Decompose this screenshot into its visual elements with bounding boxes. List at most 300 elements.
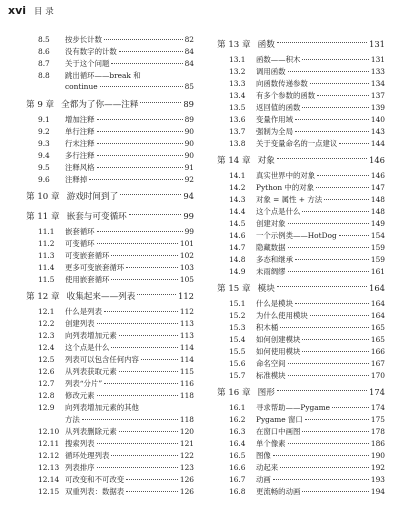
toc-section-entry: [26, 426, 194, 438]
section-title: 修改元素: [65, 391, 95, 400]
section-title: continue: [65, 82, 98, 91]
page-ref: 99: [183, 211, 194, 221]
dot-leader: [288, 223, 369, 224]
dot-leader: [97, 231, 183, 232]
section-number: 9.5: [38, 163, 50, 172]
page-ref: 170: [370, 371, 385, 380]
section-number: 14.6: [229, 231, 246, 240]
page-ref: 147: [370, 183, 385, 192]
section-number: 12.11: [38, 439, 60, 448]
page-ref: 90: [184, 139, 194, 148]
page-ref: 192: [370, 463, 385, 472]
toc-chapter-entry: [26, 286, 194, 306]
section-title: 从列表获取元素: [65, 367, 117, 376]
toc-left-column: [26, 34, 194, 498]
dot-leader: [126, 267, 178, 268]
section-title: 命名空间: [256, 359, 286, 368]
chapter-title: 函数: [257, 40, 275, 50]
chapter-title: 游戏时间到了: [66, 192, 119, 202]
dot-leader: [305, 419, 369, 420]
section-number: 12.12: [38, 451, 60, 460]
page-ref: 164: [370, 311, 385, 320]
section-number: 9.4: [38, 151, 50, 160]
toc-section-entry: [217, 358, 385, 370]
section-title: 积木桶: [256, 323, 279, 332]
section-number: 12.8: [38, 391, 55, 400]
toc-section-entry: [26, 46, 194, 58]
section-title: 向列表增加元素: [65, 331, 117, 340]
page-ref: 175: [370, 415, 385, 424]
toc-section-entry: [26, 58, 194, 70]
section-number: 12.6: [38, 367, 55, 376]
toc-section-entry: [217, 126, 385, 138]
toc-section-entry: [26, 174, 194, 186]
section-title: 标准模块: [256, 371, 286, 380]
page-ref: 146: [370, 171, 385, 180]
dot-leader: [97, 467, 178, 468]
page-ref: 174: [369, 387, 385, 397]
section-number: 12.4: [38, 343, 55, 352]
dot-leader: [295, 303, 369, 304]
dot-leader: [295, 131, 369, 132]
page-ref: 118: [179, 391, 194, 400]
dot-leader: [82, 419, 178, 420]
toc-section-entry: [26, 438, 194, 450]
section-number: 13.2: [229, 67, 246, 76]
section-number: 16.6: [229, 463, 246, 472]
section-title: 图像: [256, 451, 271, 460]
section-number: 15.1: [229, 299, 246, 308]
section-title: 这个点是什么: [65, 343, 110, 352]
dot-leader: [280, 467, 369, 468]
page-ref: 126: [179, 487, 194, 496]
dot-leader: [288, 71, 369, 72]
dot-leader: [111, 279, 178, 280]
page-ref: 105: [179, 275, 194, 284]
page-ref: 101: [179, 239, 194, 248]
toc-section-entry: [26, 306, 194, 318]
page-ref: 143: [370, 127, 385, 136]
toc-section-entry: [26, 390, 194, 402]
section-title: 列表排序: [65, 463, 95, 472]
page-ref: 85: [184, 82, 194, 91]
dot-leader: [104, 311, 178, 312]
dot-leader: [100, 86, 183, 87]
page-ref: 102: [179, 251, 194, 260]
section-title: 什么是列表: [65, 307, 102, 316]
page-ref: 186: [370, 439, 385, 448]
section-number: 12.2: [38, 319, 55, 328]
page-ref: 144: [370, 139, 385, 148]
chapter-number: 第 13 章: [217, 40, 251, 50]
section-number: 11.4: [38, 263, 55, 272]
toc-section-entry: [217, 402, 385, 414]
toc-right-column: [217, 34, 385, 498]
section-number: 11.1: [38, 227, 55, 236]
toc-section-entry: [217, 450, 385, 462]
page-ref: 91: [184, 163, 194, 172]
section-title: Python 中的对象: [256, 183, 314, 192]
section-title: 没有数字的计数: [65, 47, 117, 56]
page-ref: 121: [179, 439, 194, 448]
section-title: 列表“分片”: [65, 379, 103, 388]
dot-leader: [295, 119, 369, 120]
section-title: 强制为全局: [256, 127, 293, 136]
page-ref: 115: [179, 367, 194, 376]
section-number: 8.5: [38, 35, 50, 44]
toc-section-entry: [26, 318, 194, 330]
dot-leader: [295, 259, 369, 260]
toc-section-entry: [217, 266, 385, 278]
dot-leader: [332, 407, 369, 408]
section-title: 在窗口中画图: [256, 427, 301, 436]
section-title: 有多个参数的函数: [256, 91, 316, 100]
chapter-number: 第 14 章: [217, 156, 251, 166]
page-ref: 166: [370, 347, 385, 356]
dot-leader: [111, 63, 182, 64]
page-ref: 133: [370, 67, 385, 76]
dot-leader: [119, 371, 178, 372]
toc-section-entry: [217, 254, 385, 266]
toc-section-entry: [217, 170, 385, 182]
dot-leader: [277, 158, 367, 159]
dot-leader: [104, 383, 178, 384]
section-number: 12.14: [38, 475, 60, 484]
section-title: 可变嵌套循环: [65, 251, 110, 260]
page-ref: 174: [370, 403, 385, 412]
dot-leader: [119, 335, 178, 336]
page-ref: 131: [370, 55, 385, 64]
section-title: 注释掉: [65, 175, 88, 184]
chapter-title: 嵌套与可变循环: [66, 212, 127, 222]
page-ref: 89: [183, 99, 194, 109]
toc-section-entry: [26, 150, 194, 162]
section-number: 12.7: [38, 379, 55, 388]
section-title: 寻求帮助——Pygame: [256, 403, 331, 412]
toc-section-entry: [217, 486, 385, 498]
section-number: 15.3: [229, 323, 246, 332]
dot-leader: [140, 102, 181, 103]
section-number: 13.1: [229, 55, 246, 64]
toc-section-entry: [217, 78, 385, 90]
dot-leader: [288, 271, 369, 272]
page-title: 目 录: [34, 7, 54, 17]
toc-section-entry: [217, 310, 385, 322]
page-ref: 159: [370, 255, 385, 264]
section-title: 更流畅的动画: [256, 487, 301, 496]
section-number: 9.1: [38, 115, 50, 124]
section-number: 12.10: [38, 427, 60, 436]
section-title: 从列表删除元素: [65, 427, 117, 436]
section-number: 9.2: [38, 127, 50, 136]
chapter-number: 第 16 章: [217, 388, 251, 398]
section-number: 16.2: [229, 415, 246, 424]
section-number: 12.1: [38, 307, 55, 316]
section-number: 14.4: [229, 207, 246, 216]
toc-section-entry: [217, 298, 385, 310]
page-ref: 114: [179, 355, 194, 364]
toc-chapter-entry: [217, 34, 385, 54]
toc-section-entry: [26, 238, 194, 250]
dot-leader: [277, 286, 367, 287]
dot-leader: [339, 143, 369, 144]
page-ref: 84: [184, 47, 194, 56]
section-title: 创建对象: [256, 219, 286, 228]
section-number: 14.9: [229, 267, 246, 276]
page-ref: 194: [370, 487, 385, 496]
chapter-title: 全都为了你——注释: [61, 100, 139, 110]
section-title: 如何创建模块: [256, 335, 301, 344]
page-number: xvi: [8, 4, 27, 17]
section-title: 行末注释: [65, 139, 95, 148]
page-ref: 94: [183, 191, 194, 201]
dot-leader: [310, 83, 369, 84]
dot-leader: [302, 491, 369, 492]
toc-section-entry: [217, 334, 385, 346]
section-title: 嵌套循环: [65, 227, 95, 236]
chapter-number: 第 12 章: [26, 292, 60, 302]
toc-section-entry: [26, 354, 194, 366]
page-ref: 103: [179, 263, 194, 272]
page-ref: 139: [370, 103, 385, 112]
toc-section-entry: [26, 474, 194, 486]
section-title: 双重列表：数据表: [65, 487, 125, 496]
section-title: 为什么使用模块: [256, 311, 308, 320]
page-ref: 178: [370, 427, 385, 436]
page-ref: 84: [184, 59, 194, 68]
dot-leader: [111, 255, 178, 256]
section-number: 11.2: [38, 239, 55, 248]
section-title: 未雨绸缪: [256, 267, 286, 276]
toc-section-entry: [217, 114, 385, 126]
section-title: 搜索列表: [65, 439, 95, 448]
section-number: 16.1: [229, 403, 246, 412]
toc-chapter-entry: [217, 382, 385, 402]
dot-leader: [302, 351, 369, 352]
section-title: 多行注释: [65, 151, 95, 160]
page-ref: 113: [179, 319, 194, 328]
page-ref: 154: [370, 231, 385, 240]
page-ref: 99: [184, 227, 194, 236]
page-ref: 116: [179, 379, 194, 388]
dot-leader: [97, 167, 183, 168]
section-title: 方法: [65, 415, 80, 424]
dot-leader: [119, 431, 178, 432]
section-number: 16.8: [229, 487, 246, 496]
page-ref: 159: [370, 243, 385, 252]
page-ref: 164: [369, 283, 385, 293]
toc-section-entry: [26, 162, 194, 174]
section-title: 按步长计数: [65, 35, 102, 44]
page-ref: 193: [370, 475, 385, 484]
section-number: 9.3: [38, 139, 50, 148]
dot-leader: [288, 443, 369, 444]
toc-section-entry: [217, 194, 385, 206]
dot-leader: [302, 211, 369, 212]
section-title: 这个点是什么: [256, 207, 301, 216]
toc-section-entry: [26, 274, 194, 286]
toc-section-entry: [217, 230, 385, 242]
section-number: 14.7: [229, 243, 246, 252]
section-title: 一个示例类——HotDog: [256, 231, 337, 240]
dot-leader: [97, 443, 178, 444]
chapter-number: 第 11 章: [26, 212, 60, 222]
dot-leader: [324, 199, 369, 200]
dot-leader: [288, 363, 369, 364]
toc-section-entry: [26, 226, 194, 238]
toc-section-entry: [217, 242, 385, 254]
toc-section-entry: [217, 54, 385, 66]
page-ref: 126: [179, 475, 194, 484]
section-number: 8.6: [38, 47, 50, 56]
chapter-number: 第 9 章: [26, 100, 55, 110]
section-number: 16.3: [229, 427, 246, 436]
page-ref: 137: [370, 91, 385, 100]
section-title: 变量作用域: [256, 115, 293, 124]
toc-section-entry: [217, 182, 385, 194]
section-number: 14.1: [229, 171, 246, 180]
section-number: 8.7: [38, 59, 50, 68]
dot-leader: [126, 491, 178, 492]
section-number: 14.5: [229, 219, 246, 228]
toc-chapter-entry: [217, 278, 385, 298]
page-ref: 161: [370, 267, 385, 276]
page-ref: 123: [179, 463, 194, 472]
page-ref: 167: [370, 359, 385, 368]
chapter-title: 图形: [257, 388, 275, 398]
section-title: 关于变量命名的一点建议: [256, 139, 338, 148]
toc-section-entry: [26, 82, 194, 94]
toc-section-entry: [217, 414, 385, 426]
toc-chapter-entry: [26, 94, 194, 114]
section-number: 12.9: [38, 403, 55, 412]
section-number: 13.7: [229, 127, 246, 136]
section-number: 14.3: [229, 195, 246, 204]
section-number: 13.6: [229, 115, 246, 124]
section-title: 函数——积木: [256, 55, 301, 64]
toc-section-entry: [26, 462, 194, 474]
section-number: 15.4: [229, 335, 246, 344]
section-number: 12.3: [38, 331, 55, 340]
dot-leader: [317, 175, 369, 176]
dot-leader: [129, 214, 182, 215]
section-title: 向列表增加元素的其他: [65, 403, 139, 412]
section-title: 可变循环: [65, 239, 95, 248]
dot-leader: [310, 315, 369, 316]
section-number: 12.13: [38, 463, 60, 472]
section-title: 单行注释: [65, 127, 95, 136]
dot-leader: [302, 59, 369, 60]
page-ref: 134: [370, 79, 385, 88]
section-title: 向函数传递参数: [256, 79, 308, 88]
section-title: 如何使用模块: [256, 347, 301, 356]
dot-leader: [273, 455, 369, 456]
toc-section-entry: [26, 330, 194, 342]
toc-section-entry: [26, 250, 194, 262]
section-title: 跳出循环——break 和: [65, 71, 141, 80]
section-number: 15.6: [229, 359, 246, 368]
chapter-title: 模块: [257, 284, 275, 294]
toc-section-entry: [217, 462, 385, 474]
toc-section-entry: [26, 366, 194, 378]
page-ref: 164: [370, 299, 385, 308]
dot-leader: [111, 455, 178, 456]
section-number: 8.8: [38, 71, 50, 80]
section-number: 16.7: [229, 475, 246, 484]
section-number: 15.5: [229, 347, 246, 356]
dot-leader: [97, 395, 178, 396]
chapter-number: 第 15 章: [217, 284, 251, 294]
page-ref: 118: [179, 415, 194, 424]
dot-leader: [277, 390, 367, 391]
page-ref: 114: [179, 343, 194, 352]
dot-leader: [316, 187, 369, 188]
section-title: 动画: [256, 475, 271, 484]
toc-section-entry: [217, 102, 385, 114]
section-title: 对象 = 属性 + 方法: [256, 195, 323, 204]
page-ref: 112: [179, 307, 194, 316]
page-ref: 122: [179, 451, 194, 460]
toc-section-entry: [26, 450, 194, 462]
dot-leader: [280, 327, 369, 328]
section-title: 返回值的函数: [256, 103, 301, 112]
page-ref: 149: [370, 219, 385, 228]
section-number: 14.2: [229, 183, 246, 192]
dot-leader: [137, 294, 176, 295]
toc-section-entry: [26, 402, 194, 414]
toc-chapter-entry: [26, 186, 194, 206]
page-ref: 146: [369, 155, 385, 165]
dot-leader: [97, 155, 183, 156]
section-title: 关于这个问题: [65, 59, 110, 68]
section-title: Pygame 窗口: [256, 415, 303, 424]
toc-section-entry: [217, 206, 385, 218]
dot-leader: [288, 375, 369, 376]
section-number: 13.8: [229, 139, 246, 148]
section-title: 动起来: [256, 463, 279, 472]
page-ref: 112: [178, 291, 194, 301]
section-title: 循环处理列表: [65, 451, 110, 460]
toc-section-entry: [26, 486, 194, 498]
section-number: 16.5: [229, 451, 246, 460]
toc-section-entry: [217, 66, 385, 78]
toc-section-entry: [217, 322, 385, 334]
toc-section-entry: [26, 70, 194, 82]
section-title: 列表可以包含任何内容: [65, 355, 139, 364]
toc-section-entry: [217, 370, 385, 382]
page-ref: 131: [369, 39, 385, 49]
section-title: 多态和继承: [256, 255, 293, 264]
dot-leader: [339, 235, 369, 236]
section-title: 使用嵌套循环: [65, 275, 110, 284]
toc-section-entry: [217, 474, 385, 486]
section-number: 13.4: [229, 91, 246, 100]
dot-leader: [97, 119, 183, 120]
section-number: 11.5: [38, 275, 55, 284]
toc-section-entry: [217, 138, 385, 150]
section-number: 14.8: [229, 255, 246, 264]
section-number: 13.3: [229, 79, 246, 88]
chapter-title: 收集起来——列表: [66, 292, 136, 302]
page-ref: 113: [179, 331, 194, 340]
toc-section-entry: [217, 90, 385, 102]
chapter-number: 第 10 章: [26, 192, 60, 202]
dot-leader: [89, 179, 182, 180]
dot-leader: [277, 42, 367, 43]
dot-leader: [302, 339, 369, 340]
page-ref: 148: [370, 195, 385, 204]
toc-section-entry: [26, 34, 194, 46]
